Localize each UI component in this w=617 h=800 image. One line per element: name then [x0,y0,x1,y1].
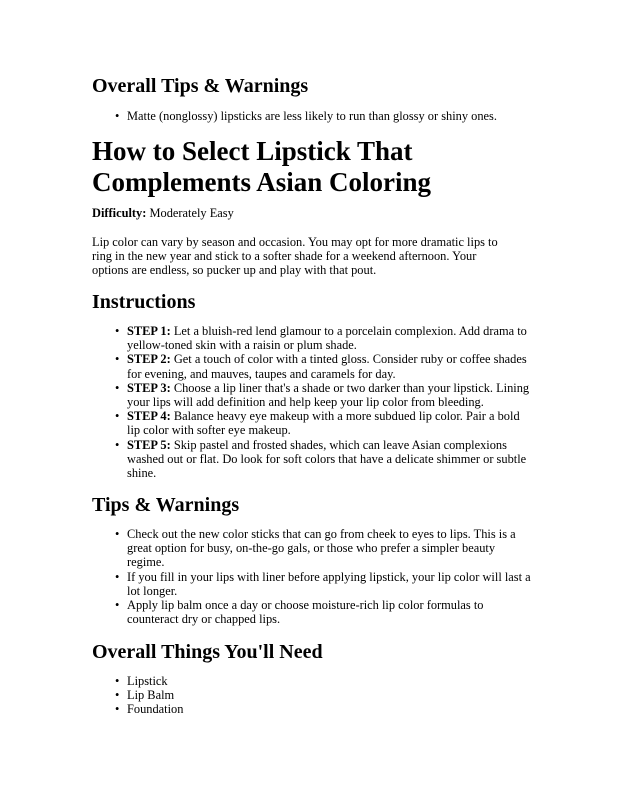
bullet-icon: • [115,380,120,395]
list-item: • Foundation [115,702,184,717]
bullet-icon: • [115,352,120,367]
list-item: • STEP 3: Choose a lip liner that's a shade or two darker than your lipstick. Lining your lips will add definition and help keep your lip color from bleeding. [115,380,530,410]
bullet-icon: • [115,702,120,717]
list-item: • STEP 4: Balance heavy eye makeup with a more subdued lip color. Pair a bold lip color with softer eye makeup. [115,409,520,438]
tips-list [92,527,532,626]
bullet-icon: • [115,437,120,452]
list-item: • Apply lip balm once a day or choose moisture-rich lip color formulas to counteract dry or chapped lips. [115,598,484,627]
bullet-icon: • [115,527,120,541]
bullet-icon: • [115,598,120,613]
list-item: • If you fill in your lips with liner before applying lipstick, your lip color will last a lot longer. [115,569,531,598]
intro-paragraph: Lip color can vary by season and occasion. You may opt for more dramatic lips to ring in the new year and stick to a softer shade for a weekend afternoon. Your options are endless, so pucker up and play with that pout. [92,235,498,278]
things-needed-list [92,674,532,717]
bullet-icon: • [115,674,120,688]
bullet-icon: • [115,688,120,703]
instructions-list [92,324,532,480]
bullet-icon: • [115,409,120,424]
overall-tips-list [92,109,532,123]
difficulty-label: Difficulty: [92,206,147,220]
list-item: • STEP 2: Get a touch of color with a tinted gloss. Consider ruby or coffee shades for evening, and mauves, taupes and caramels for day. [115,352,527,381]
bullet-icon: • [115,569,120,584]
list-item: • Check out the new color sticks that can go from cheek to eyes to lips. This is a great option for busy, on-the-go gals, or those who prefer a simpler beauty regime. [115,527,516,570]
article-title: How to Select Lipstick That Complements Asian Coloring [92,136,432,197]
difficulty-value: Moderately Easy [149,206,234,220]
list-item: • Matte (nonglossy) lipsticks are less likely to run than glossy or shiny ones. [115,109,497,123]
overall-tips-heading: Overall Tips & Warnings [92,75,309,97]
things-needed-heading: Overall Things You'll Need [92,641,323,663]
instructions-heading: Instructions [92,291,196,313]
list-item: • Lipstick [115,674,168,688]
tips-heading: Tips & Warnings [92,494,240,516]
bullet-icon: • [115,109,120,123]
list-item: • STEP 5: Skip pastel and frosted shades, which can leave Asian complexions washed out or flat. Do look for soft colors that have a delicate shimmer or subtle shine. [115,437,527,481]
difficulty-line [92,206,532,220]
bullet-icon: • [115,324,120,338]
list-item: • STEP 1: Let a bluish-red lend glamour to a porcelain complexion. Add drama to yellow-toned skin with a raisin or plum shade. [115,324,527,353]
list-item: • Lip Balm [115,688,175,703]
